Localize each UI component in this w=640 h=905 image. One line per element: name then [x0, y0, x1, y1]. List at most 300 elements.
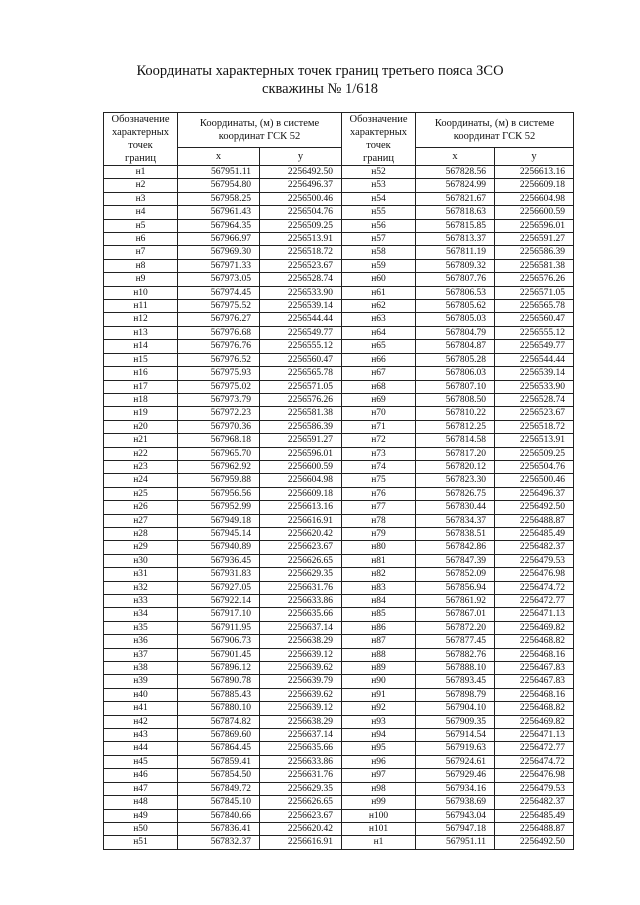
- y-value-right: 2256476.98: [495, 769, 574, 782]
- x-value-left: 567849.72: [178, 782, 260, 795]
- table-row: [104, 206, 574, 219]
- point-label-right: н55: [342, 206, 416, 219]
- y-value-right: 2256474.72: [495, 755, 574, 768]
- y-value-right: 2256469.82: [495, 715, 574, 728]
- point-label-left: н6: [104, 233, 178, 246]
- y-value-left: 2256604.98: [260, 474, 342, 487]
- y-value-right: 2256523.67: [495, 407, 574, 420]
- header-coordinates-left: Координаты, (м) в системе координат ГСК 52: [178, 113, 342, 148]
- y-value-left: 2256623.67: [260, 809, 342, 822]
- y-value-right: 2256469.82: [495, 621, 574, 634]
- point-label-left: н9: [104, 273, 178, 286]
- x-value-right: 567813.37: [416, 233, 495, 246]
- x-value-right: 567834.37: [416, 514, 495, 527]
- y-value-left: 2256635.66: [260, 608, 342, 621]
- point-label-left: н29: [104, 541, 178, 554]
- x-value-right: 567806.03: [416, 367, 495, 380]
- y-value-right: 2256571.05: [495, 286, 574, 299]
- y-value-left: 2256518.72: [260, 246, 342, 259]
- x-value-left: 567945.14: [178, 527, 260, 540]
- x-value-right: 567808.50: [416, 393, 495, 406]
- x-value-right: 567814.58: [416, 434, 495, 447]
- x-value-right: 567804.79: [416, 326, 495, 339]
- y-value-right: 2256560.47: [495, 313, 574, 326]
- point-label-right: н1: [342, 836, 416, 849]
- y-value-left: 2256633.86: [260, 755, 342, 768]
- point-label-left: н18: [104, 393, 178, 406]
- table-row: [104, 715, 574, 728]
- x-value-right: 567828.56: [416, 166, 495, 179]
- table-row: [104, 836, 574, 849]
- point-label-left: н43: [104, 729, 178, 742]
- x-value-right: 567810.22: [416, 407, 495, 420]
- y-value-left: 2256565.78: [260, 367, 342, 380]
- x-value-right: 567806.53: [416, 286, 495, 299]
- table-row: [104, 192, 574, 205]
- y-value-right: 2256479.53: [495, 782, 574, 795]
- y-value-left: 2256509.25: [260, 219, 342, 232]
- table-row: [104, 702, 574, 715]
- point-label-left: н48: [104, 796, 178, 809]
- point-label-left: н11: [104, 300, 178, 313]
- y-value-right: 2256513.91: [495, 434, 574, 447]
- point-label-right: н53: [342, 179, 416, 192]
- table-row: [104, 313, 574, 326]
- table-row: [104, 822, 574, 835]
- point-label-right: н82: [342, 568, 416, 581]
- point-label-right: н96: [342, 755, 416, 768]
- y-value-left: 2256633.86: [260, 595, 342, 608]
- x-value-left: 567975.02: [178, 380, 260, 393]
- table-row: [104, 688, 574, 701]
- point-label-left: н47: [104, 782, 178, 795]
- y-value-left: 2256639.12: [260, 702, 342, 715]
- point-label-left: н32: [104, 581, 178, 594]
- point-label-right: н75: [342, 474, 416, 487]
- y-value-left: 2256637.14: [260, 621, 342, 634]
- x-value-left: 567972.23: [178, 407, 260, 420]
- point-label-right: н59: [342, 259, 416, 272]
- x-value-right: 567929.46: [416, 769, 495, 782]
- coordinates-table-body: [104, 166, 574, 850]
- y-value-right: 2256488.87: [495, 822, 574, 835]
- point-label-left: н17: [104, 380, 178, 393]
- point-label-right: н78: [342, 514, 416, 527]
- header-designation-left: Обозначение характерных точек границ: [104, 113, 178, 166]
- x-value-right: 567820.12: [416, 460, 495, 473]
- y-value-left: 2256504.76: [260, 206, 342, 219]
- y-value-left: 2256523.67: [260, 259, 342, 272]
- x-value-left: 567845.10: [178, 796, 260, 809]
- x-value-right: 567815.85: [416, 219, 495, 232]
- point-label-right: н58: [342, 246, 416, 259]
- table-row: [104, 326, 574, 339]
- y-value-left: 2256620.42: [260, 527, 342, 540]
- header-designation-right: Обозначение характерных точек границ: [342, 113, 416, 166]
- x-value-right: 567919.63: [416, 742, 495, 755]
- table-row: [104, 166, 574, 179]
- point-label-right: н97: [342, 769, 416, 782]
- x-value-left: 567864.45: [178, 742, 260, 755]
- point-label-left: н42: [104, 715, 178, 728]
- x-value-left: 567911.95: [178, 621, 260, 634]
- table-row: [104, 474, 574, 487]
- x-value-right: 567809.32: [416, 259, 495, 272]
- table-row: [104, 769, 574, 782]
- table-row: [104, 259, 574, 272]
- y-value-right: 2256492.50: [495, 836, 574, 849]
- table-row: [104, 554, 574, 567]
- y-value-right: 2256565.78: [495, 300, 574, 313]
- point-label-left: н22: [104, 447, 178, 460]
- point-label-right: н76: [342, 487, 416, 500]
- x-value-left: 567940.89: [178, 541, 260, 554]
- x-value-right: 567812.25: [416, 420, 495, 433]
- x-value-right: 567947.18: [416, 822, 495, 835]
- x-value-left: 567885.43: [178, 688, 260, 701]
- table-row: [104, 353, 574, 366]
- x-value-right: 567842.86: [416, 541, 495, 554]
- x-value-left: 567965.70: [178, 447, 260, 460]
- point-label-left: н33: [104, 595, 178, 608]
- x-value-left: 567976.27: [178, 313, 260, 326]
- y-value-left: 2256629.35: [260, 568, 342, 581]
- y-value-left: 2256638.29: [260, 715, 342, 728]
- point-label-left: н20: [104, 420, 178, 433]
- x-value-left: 567896.12: [178, 662, 260, 675]
- y-value-left: 2256560.47: [260, 353, 342, 366]
- point-label-right: н95: [342, 742, 416, 755]
- point-label-right: н83: [342, 581, 416, 594]
- y-value-right: 2256482.37: [495, 541, 574, 554]
- x-value-left: 567840.66: [178, 809, 260, 822]
- y-value-left: 2256626.65: [260, 554, 342, 567]
- x-value-right: 567830.44: [416, 501, 495, 514]
- point-label-right: н74: [342, 460, 416, 473]
- y-value-right: 2256544.44: [495, 353, 574, 366]
- x-value-right: 567951.11: [416, 836, 495, 849]
- y-value-right: 2256485.49: [495, 527, 574, 540]
- y-value-right: 2256474.72: [495, 581, 574, 594]
- x-value-left: 567974.45: [178, 286, 260, 299]
- y-value-left: 2256596.01: [260, 447, 342, 460]
- y-value-right: 2256604.98: [495, 192, 574, 205]
- x-value-right: 567888.10: [416, 662, 495, 675]
- table-row: [104, 460, 574, 473]
- point-label-left: н19: [104, 407, 178, 420]
- point-label-right: н56: [342, 219, 416, 232]
- x-value-left: 567951.11: [178, 166, 260, 179]
- y-value-right: 2256476.98: [495, 568, 574, 581]
- y-value-left: 2256616.91: [260, 514, 342, 527]
- y-value-right: 2256539.14: [495, 367, 574, 380]
- table-row: [104, 434, 574, 447]
- point-label-right: н52: [342, 166, 416, 179]
- x-value-left: 567961.43: [178, 206, 260, 219]
- y-value-left: 2256581.38: [260, 407, 342, 420]
- x-value-right: 567807.76: [416, 273, 495, 286]
- point-label-left: н45: [104, 755, 178, 768]
- y-value-left: 2256539.14: [260, 300, 342, 313]
- y-value-right: 2256471.13: [495, 608, 574, 621]
- point-label-left: н7: [104, 246, 178, 259]
- x-value-left: 567936.45: [178, 554, 260, 567]
- table-row: [104, 380, 574, 393]
- point-label-right: н77: [342, 501, 416, 514]
- point-label-left: н31: [104, 568, 178, 581]
- y-value-left: 2256639.12: [260, 648, 342, 661]
- point-label-right: н89: [342, 662, 416, 675]
- y-value-right: 2256600.59: [495, 206, 574, 219]
- y-value-left: 2256639.62: [260, 688, 342, 701]
- x-value-right: 567914.54: [416, 729, 495, 742]
- x-value-right: 567882.76: [416, 648, 495, 661]
- point-label-right: н61: [342, 286, 416, 299]
- table-row: [104, 179, 574, 192]
- x-value-left: 567927.05: [178, 581, 260, 594]
- x-value-left: 567976.76: [178, 340, 260, 353]
- table-row: [104, 407, 574, 420]
- point-label-right: н101: [342, 822, 416, 835]
- x-value-right: 567934.16: [416, 782, 495, 795]
- y-value-left: 2256496.37: [260, 179, 342, 192]
- point-label-left: н3: [104, 192, 178, 205]
- x-value-left: 567971.33: [178, 259, 260, 272]
- point-label-left: н46: [104, 769, 178, 782]
- x-value-left: 567976.68: [178, 326, 260, 339]
- point-label-left: н14: [104, 340, 178, 353]
- x-value-right: 567867.01: [416, 608, 495, 621]
- table-row: [104, 755, 574, 768]
- x-value-left: 567968.18: [178, 434, 260, 447]
- y-value-right: 2256467.83: [495, 675, 574, 688]
- x-value-left: 567832.37: [178, 836, 260, 849]
- point-label-left: н41: [104, 702, 178, 715]
- point-label-left: н39: [104, 675, 178, 688]
- table-row: [104, 809, 574, 822]
- x-value-left: 567869.60: [178, 729, 260, 742]
- y-value-right: 2256609.18: [495, 179, 574, 192]
- x-value-right: 567909.35: [416, 715, 495, 728]
- x-value-right: 567804.87: [416, 340, 495, 353]
- point-label-right: н79: [342, 527, 416, 540]
- x-value-right: 567872.20: [416, 621, 495, 634]
- document-title-line-1: Координаты характерных точек границ третьего пояса ЗСО: [136, 63, 504, 79]
- y-value-left: 2256638.29: [260, 635, 342, 648]
- x-value-left: 567964.35: [178, 219, 260, 232]
- point-label-right: н86: [342, 621, 416, 634]
- x-value-left: 567975.52: [178, 300, 260, 313]
- x-value-left: 567874.82: [178, 715, 260, 728]
- y-value-right: 2256555.12: [495, 326, 574, 339]
- point-label-left: н5: [104, 219, 178, 232]
- x-value-right: 567818.63: [416, 206, 495, 219]
- table-row: [104, 393, 574, 406]
- point-label-left: н15: [104, 353, 178, 366]
- point-label-left: н49: [104, 809, 178, 822]
- x-value-left: 567969.30: [178, 246, 260, 259]
- header-x-left: x: [178, 147, 260, 165]
- point-label-left: н24: [104, 474, 178, 487]
- y-value-right: 2256528.74: [495, 393, 574, 406]
- point-label-right: н100: [342, 809, 416, 822]
- x-value-left: 567966.97: [178, 233, 260, 246]
- point-label-right: н87: [342, 635, 416, 648]
- y-value-right: 2256591.27: [495, 233, 574, 246]
- point-label-right: н54: [342, 192, 416, 205]
- y-value-left: 2256600.59: [260, 460, 342, 473]
- point-label-left: н2: [104, 179, 178, 192]
- point-label-right: н64: [342, 326, 416, 339]
- point-label-left: н51: [104, 836, 178, 849]
- y-value-right: 2256479.53: [495, 554, 574, 567]
- table-row: [104, 246, 574, 259]
- x-value-right: 567898.79: [416, 688, 495, 701]
- x-value-right: 567861.92: [416, 595, 495, 608]
- y-value-right: 2256468.82: [495, 702, 574, 715]
- point-label-left: н1: [104, 166, 178, 179]
- table-row: [104, 648, 574, 661]
- x-value-right: 567805.28: [416, 353, 495, 366]
- x-value-left: 567952.99: [178, 501, 260, 514]
- x-value-left: 567880.10: [178, 702, 260, 715]
- table-row: [104, 340, 574, 353]
- x-value-right: 567838.51: [416, 527, 495, 540]
- x-value-left: 567922.14: [178, 595, 260, 608]
- point-label-right: н94: [342, 729, 416, 742]
- y-value-left: 2256544.44: [260, 313, 342, 326]
- table-row: [104, 233, 574, 246]
- x-value-right: 567805.62: [416, 300, 495, 313]
- y-value-left: 2256637.14: [260, 729, 342, 742]
- x-value-left: 567973.79: [178, 393, 260, 406]
- table-row: [104, 675, 574, 688]
- y-value-right: 2256468.16: [495, 688, 574, 701]
- y-value-left: 2256623.67: [260, 541, 342, 554]
- point-label-left: н28: [104, 527, 178, 540]
- y-value-right: 2256485.49: [495, 809, 574, 822]
- point-label-right: н99: [342, 796, 416, 809]
- y-value-left: 2256639.79: [260, 675, 342, 688]
- table-row: [104, 219, 574, 232]
- point-label-left: н30: [104, 554, 178, 567]
- x-value-left: 567890.78: [178, 675, 260, 688]
- table-row: [104, 662, 574, 675]
- x-value-right: 567823.30: [416, 474, 495, 487]
- x-value-left: 567901.45: [178, 648, 260, 661]
- y-value-left: 2256549.77: [260, 326, 342, 339]
- y-value-right: 2256586.39: [495, 246, 574, 259]
- x-value-left: 567906.73: [178, 635, 260, 648]
- y-value-right: 2256613.16: [495, 166, 574, 179]
- x-value-left: 567958.25: [178, 192, 260, 205]
- point-label-right: н69: [342, 393, 416, 406]
- x-value-right: 567924.61: [416, 755, 495, 768]
- y-value-left: 2256571.05: [260, 380, 342, 393]
- point-label-left: н21: [104, 434, 178, 447]
- y-value-left: 2256626.65: [260, 796, 342, 809]
- x-value-right: 567877.45: [416, 635, 495, 648]
- y-value-right: 2256488.87: [495, 514, 574, 527]
- point-label-right: н84: [342, 595, 416, 608]
- x-value-left: 567976.52: [178, 353, 260, 366]
- point-label-left: н26: [104, 501, 178, 514]
- x-value-left: 567959.88: [178, 474, 260, 487]
- x-value-left: 567956.56: [178, 487, 260, 500]
- table-row: [104, 581, 574, 594]
- point-label-left: н10: [104, 286, 178, 299]
- header-y-left: y: [260, 147, 342, 165]
- y-value-left: 2256613.16: [260, 501, 342, 514]
- point-label-right: н68: [342, 380, 416, 393]
- y-value-left: 2256492.50: [260, 166, 342, 179]
- table-row: [104, 541, 574, 554]
- y-value-left: 2256533.90: [260, 286, 342, 299]
- y-value-right: 2256596.01: [495, 219, 574, 232]
- table-row: [104, 273, 574, 286]
- y-value-left: 2256586.39: [260, 420, 342, 433]
- point-label-left: н34: [104, 608, 178, 621]
- x-value-right: 567817.20: [416, 447, 495, 460]
- point-label-left: н44: [104, 742, 178, 755]
- point-label-right: н70: [342, 407, 416, 420]
- table-row: [104, 595, 574, 608]
- point-label-left: н50: [104, 822, 178, 835]
- table-row: [104, 608, 574, 621]
- y-value-left: 2256609.18: [260, 487, 342, 500]
- y-value-left: 2256513.91: [260, 233, 342, 246]
- y-value-right: 2256467.83: [495, 662, 574, 675]
- table-row: [104, 420, 574, 433]
- point-label-left: н23: [104, 460, 178, 473]
- x-value-left: 567954.80: [178, 179, 260, 192]
- y-value-left: 2256620.42: [260, 822, 342, 835]
- point-label-right: н67: [342, 367, 416, 380]
- x-value-left: 567931.83: [178, 568, 260, 581]
- y-value-right: 2256496.37: [495, 487, 574, 500]
- table-row: [104, 729, 574, 742]
- y-value-left: 2256500.46: [260, 192, 342, 205]
- point-label-right: н90: [342, 675, 416, 688]
- x-value-right: 567826.75: [416, 487, 495, 500]
- y-value-right: 2256468.82: [495, 635, 574, 648]
- y-value-left: 2256576.26: [260, 393, 342, 406]
- table-row: [104, 367, 574, 380]
- point-label-right: н73: [342, 447, 416, 460]
- point-label-right: н71: [342, 420, 416, 433]
- x-value-left: 567859.41: [178, 755, 260, 768]
- point-label-left: н27: [104, 514, 178, 527]
- x-value-right: 567938.69: [416, 796, 495, 809]
- header-x-right: x: [416, 147, 495, 165]
- point-label-left: н36: [104, 635, 178, 648]
- x-value-right: 567824.99: [416, 179, 495, 192]
- y-value-left: 2256631.76: [260, 769, 342, 782]
- y-value-left: 2256635.66: [260, 742, 342, 755]
- table-row: [104, 742, 574, 755]
- point-label-right: н88: [342, 648, 416, 661]
- y-value-right: 2256518.72: [495, 420, 574, 433]
- point-label-right: н81: [342, 554, 416, 567]
- y-value-left: 2256616.91: [260, 836, 342, 849]
- point-label-right: н93: [342, 715, 416, 728]
- x-value-right: 567821.67: [416, 192, 495, 205]
- x-value-right: 567805.03: [416, 313, 495, 326]
- table-row: [104, 514, 574, 527]
- table-row: [104, 501, 574, 514]
- point-label-left: н13: [104, 326, 178, 339]
- x-value-right: 567856.94: [416, 581, 495, 594]
